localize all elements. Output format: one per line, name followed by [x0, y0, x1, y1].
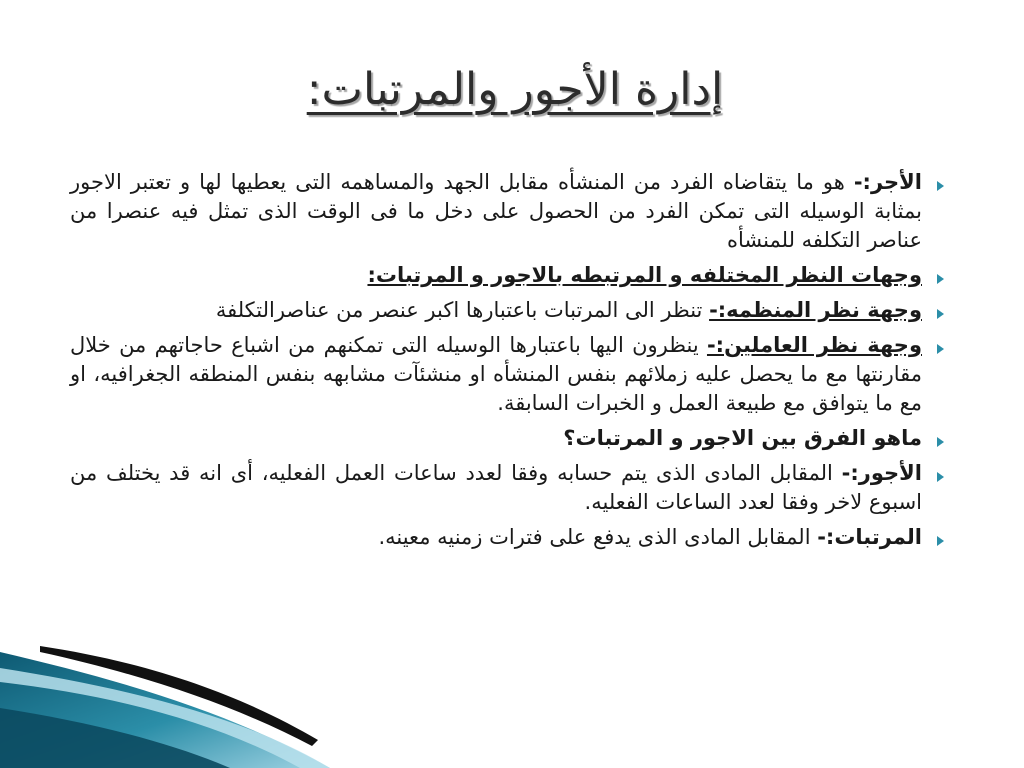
item-label: المرتبات:-: [817, 525, 922, 549]
slide-title: إدارة الأجور والمرتبات:: [306, 64, 724, 115]
bullet-arrow-icon: [937, 437, 944, 447]
list-item: [70, 331, 938, 418]
list-item: [70, 261, 938, 290]
list-item: [70, 168, 938, 255]
item-text: ينظرون اليها باعتبارها الوسيله التى تمكنهم من اشباع حاجاتهم من خلال مقارنتها مع ما يحصل عليه زملائهم بنفس المنشأه او منشئآت مشابهه بنفس المنطقه الجغرافيه، او مع ما يتوافق مع طبيعة العمل و الخبرات السابقة.: [70, 333, 922, 415]
item-text: هو ما يتقاضاه الفرد من المنشأه مقابل الجهد والمساهمه التى يعطيها لها و تعتبر الاجور بمثابة الوسيله التى تمكن الفرد من الحصول على دخل ما فى الوقت الذى تمثل فيه عنصرا من عناصر التكلفه للمنشأه: [70, 170, 922, 252]
list-item: [70, 523, 938, 552]
bullet-arrow-icon: [937, 181, 944, 191]
bullet-list: [70, 168, 938, 558]
item-label: وجهات النظر المختلفه و المرتبطه بالاجور و المرتبات:: [367, 263, 922, 287]
bullet-arrow-icon: [937, 472, 944, 482]
item-label: الأجور:-: [841, 461, 922, 485]
bullet-arrow-icon: [937, 274, 944, 284]
bullet-arrow-icon: [937, 309, 944, 319]
item-label: الأجر:-: [853, 170, 922, 194]
item-label: ماهو الفرق بين الاجور و المرتبات؟: [563, 426, 922, 450]
list-item: [70, 459, 938, 517]
item-label: وجهة نظر العاملين:-: [706, 333, 922, 357]
bullet-arrow-icon: [937, 344, 944, 354]
item-text: المقابل المادى الذى يتم حسابه وفقا لعدد ساعات العمل الفعليه، أى انه قد يختلف من اسبوع لاخر وفقا لعدد الساعات الفعليه.: [70, 461, 922, 514]
bullet-arrow-icon: [937, 536, 944, 546]
item-text: المقابل المادى الذى يدفع على فترات زمنيه معينه.: [378, 525, 818, 549]
item-label: وجهة نظر المنظمه:-: [709, 298, 922, 322]
item-text: تنظر الى المرتبات باعتبارها اكبر عنصر من عناصرالتكلفة: [215, 298, 710, 322]
list-item: [70, 424, 938, 453]
list-item: [70, 296, 938, 325]
